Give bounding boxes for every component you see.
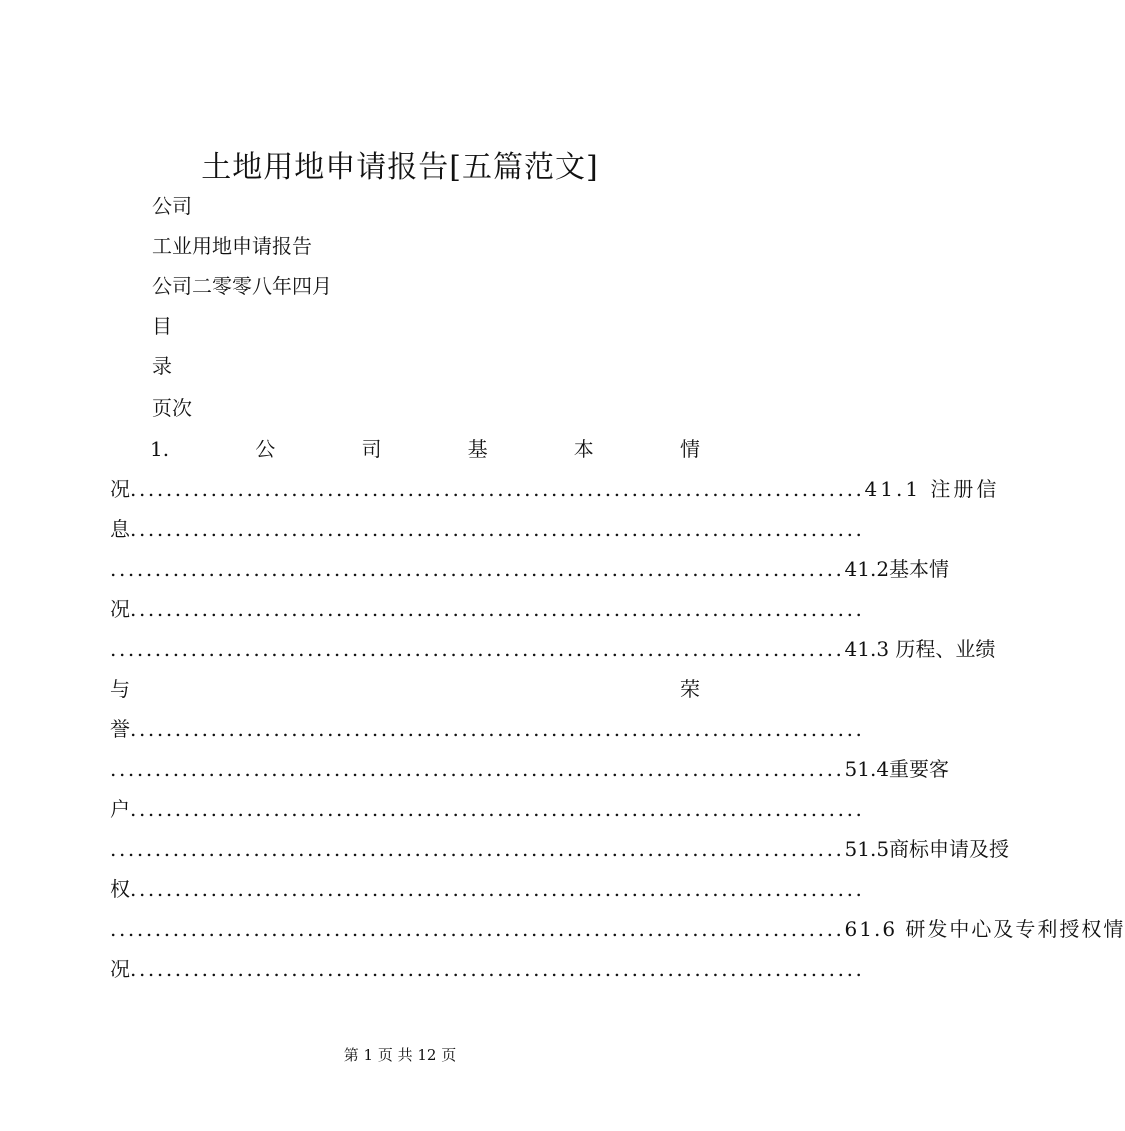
toc-line: [110, 595, 865, 623]
toc-text: 司: [361, 437, 382, 461]
leader-dots: ..................................................................................: [130, 957, 865, 981]
toc-text: 客: [929, 757, 950, 781]
leader-dots: ..................................................................................: [130, 797, 865, 821]
toc-text: 基: [467, 437, 488, 461]
toc-text: 公: [255, 437, 276, 461]
toc-line: [110, 835, 1010, 863]
toc-text: 户: [110, 797, 130, 821]
toc-text: 况: [110, 477, 130, 501]
leader-dots: ..................................................................................: [110, 557, 845, 581]
toc-text: 情: [679, 437, 700, 461]
toc-heading-lu: 录: [152, 354, 172, 378]
toc-text: 本: [909, 557, 930, 581]
leader-dots: ..................................................................................: [110, 637, 845, 661]
toc-text: 与: [110, 677, 130, 701]
toc-text: 要: [909, 757, 930, 781]
leader-dots: ..................................................................................: [130, 597, 865, 621]
toc-line: [110, 555, 950, 583]
toc-line: [110, 755, 950, 783]
toc-text: 况: [110, 957, 130, 981]
toc-tail: [845, 555, 950, 583]
toc-line: [110, 795, 865, 823]
page-number-heading: 页次: [152, 396, 192, 420]
toc-line: [110, 475, 1000, 503]
toc-text: 情: [929, 557, 950, 581]
toc-text: 荣: [680, 677, 700, 701]
toc-text: 誉: [110, 717, 130, 741]
toc-entry-1-heading: [150, 435, 700, 463]
toc-text: 本: [573, 437, 594, 461]
toc-text: 51.4: [844, 757, 890, 781]
toc-text: 权: [110, 877, 130, 901]
report-title-line: 工业用地申请报告: [152, 234, 312, 258]
toc-line: [110, 875, 865, 903]
toc-text: 41.1 注册信: [864, 477, 1000, 501]
document-title: 土地用地申请报告[五篇范文]: [201, 150, 599, 185]
toc-text: 61.6 研发中心及专利授权情: [844, 917, 1125, 941]
date-line: 公司二零零八年四月: [152, 274, 332, 298]
toc-text: 重: [889, 757, 910, 781]
toc-line: [110, 515, 865, 543]
toc-heading-mu: 目: [152, 314, 172, 338]
leader-dots: ..................................................................................: [110, 757, 845, 781]
toc-text: 41.2: [844, 557, 890, 581]
toc-text: 1.: [150, 437, 170, 461]
toc-text: 基: [889, 557, 910, 581]
leader-dots: ..................................................................................: [130, 517, 865, 541]
toc-tail: [845, 755, 950, 783]
leader-dots: ..................................................................................: [110, 837, 845, 861]
leader-dots: ..................................................................................: [130, 877, 865, 901]
toc-text: 51.5商标申请及授: [844, 837, 1010, 861]
toc-text: 息: [110, 517, 130, 541]
toc-line: [110, 635, 996, 663]
leader-dots: ..................................................................................: [130, 717, 865, 741]
toc-text: 41.3 历程、业绩: [844, 637, 996, 661]
toc-text: 况: [110, 597, 130, 621]
leader-dots: ..................................................................................: [130, 477, 865, 501]
toc-line: [110, 915, 1125, 943]
company-line: 公司: [152, 194, 192, 218]
page-footer: 第 1 页 共 12 页: [343, 1046, 457, 1064]
toc-line: [110, 715, 865, 743]
toc-line: [110, 955, 865, 983]
leader-dots: ..................................................................................: [110, 917, 845, 941]
toc-line: [110, 675, 700, 703]
